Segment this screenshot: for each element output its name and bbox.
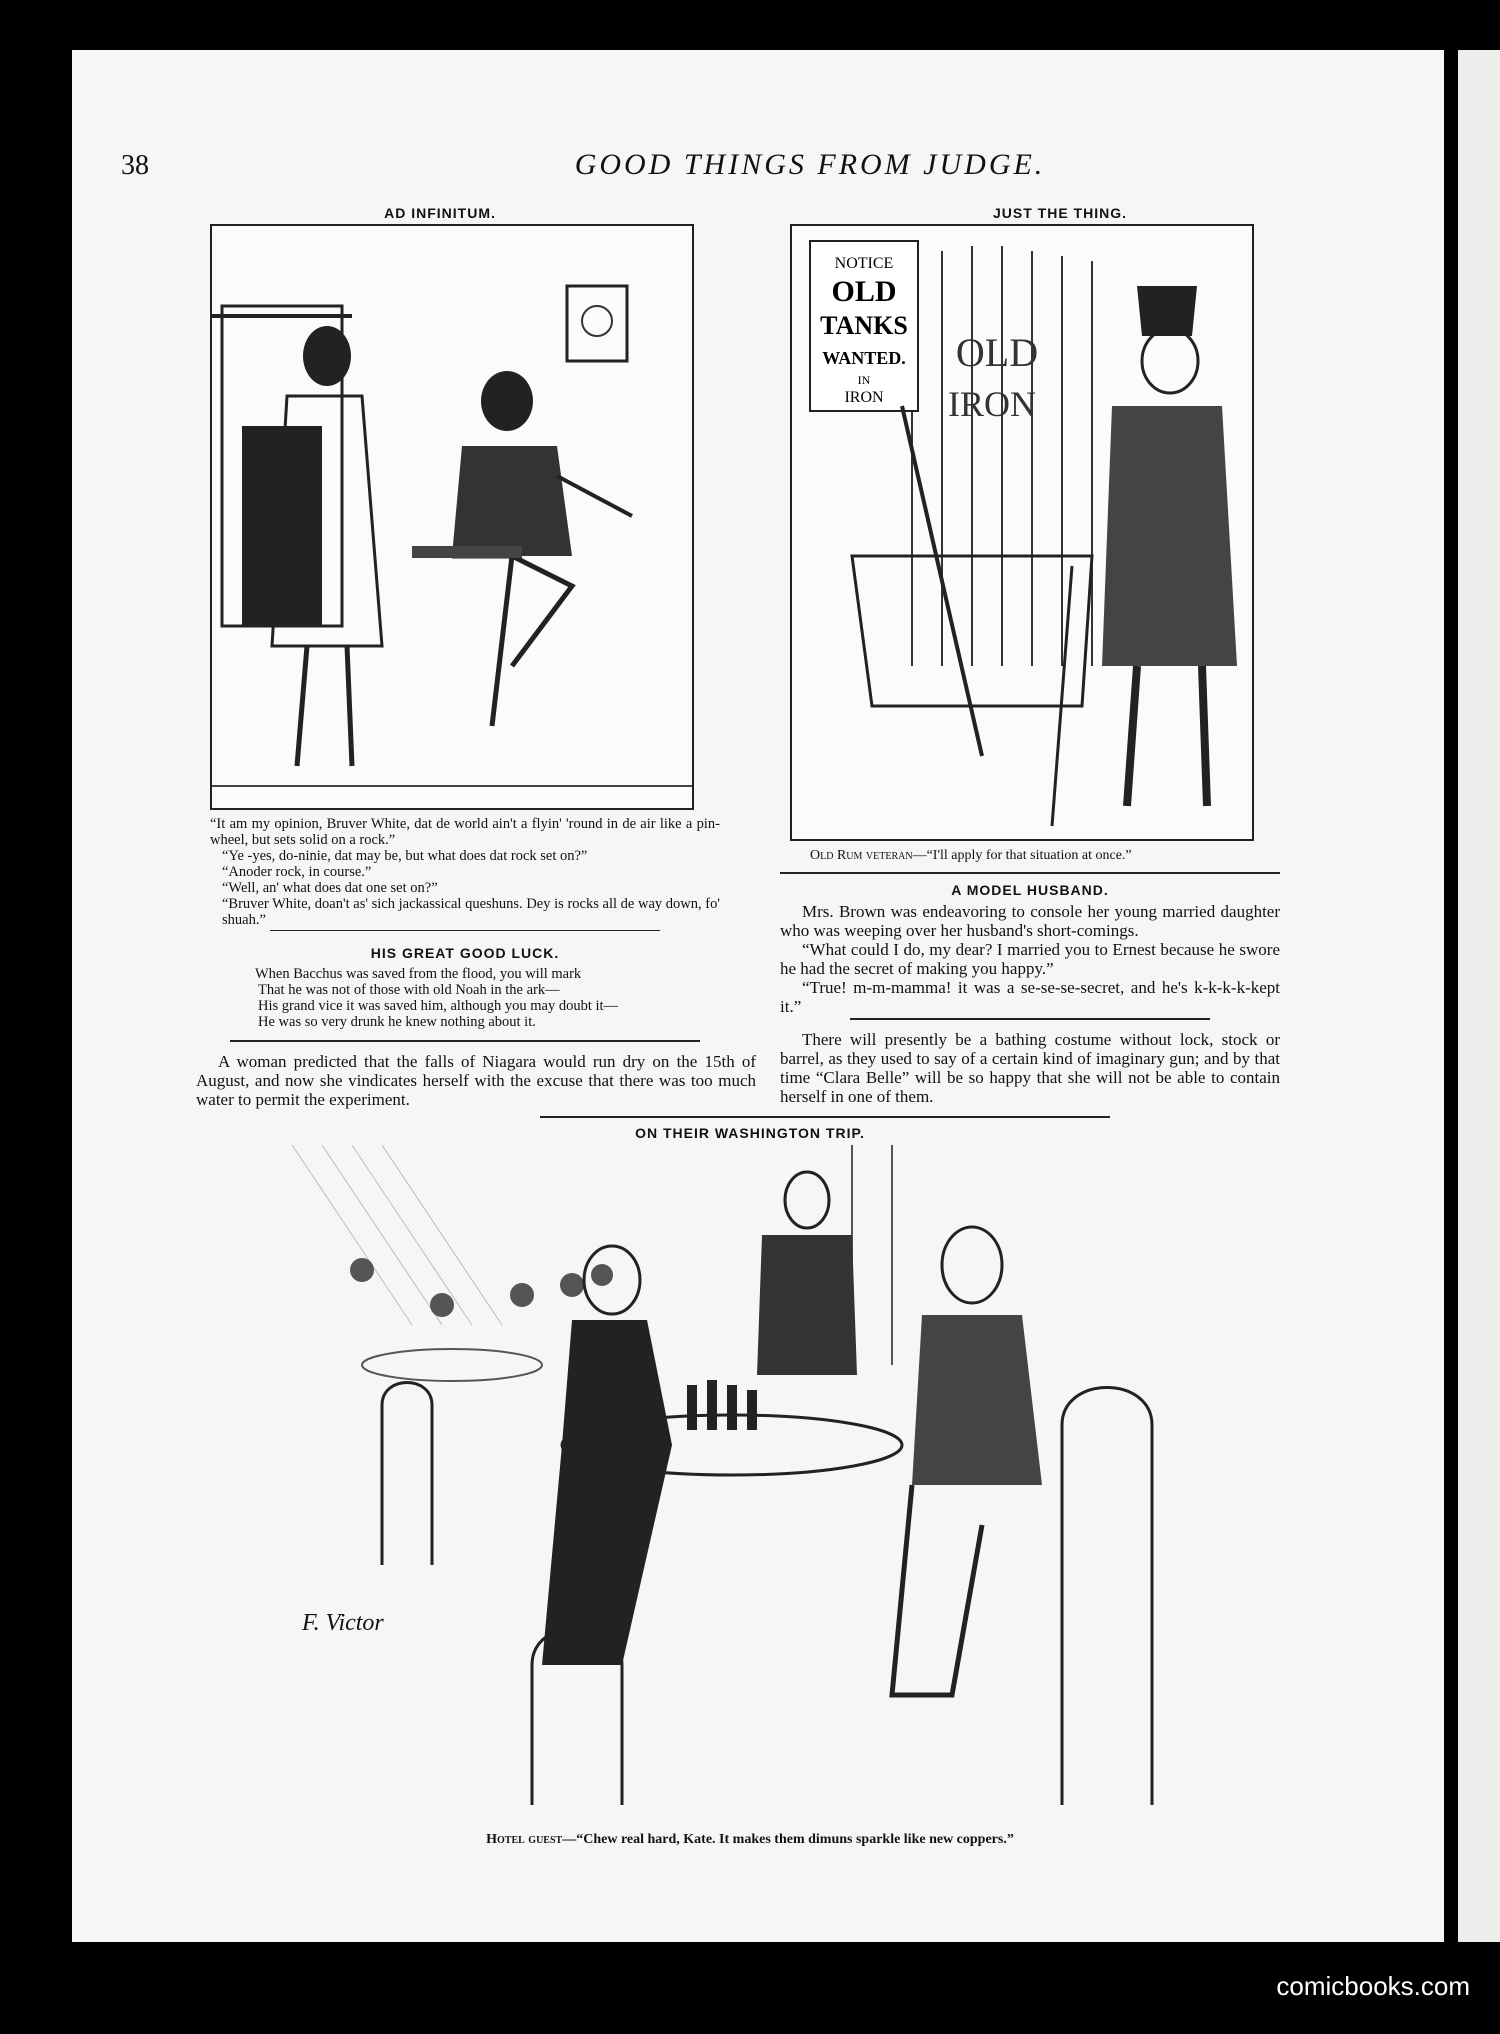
cartoon-title-just-the-thing: JUST THE THING. — [992, 205, 1127, 221]
section-rule — [230, 1040, 700, 1042]
fence-text: IRON — [948, 384, 1036, 424]
poem-line: His grand vice it was saved him, although you may doubt it— — [258, 998, 619, 1014]
niagara-paragraph — [196, 1052, 756, 1109]
sign-text: IRON — [844, 389, 884, 406]
cartoon-title-washington-trip: ON THEIR WASHINGTON TRIP. — [635, 1125, 865, 1141]
just-the-thing-caption — [810, 848, 1280, 864]
sign-text: WANTED. — [822, 348, 906, 368]
caption-text: —“Chew real hard, Kate. It makes them dimuns sparkle like new coppers.” — [562, 1832, 1014, 1847]
illustration-ad-infinitum — [210, 224, 694, 810]
dialogue-line: “Bruver White, doan't as' sich jackassical queshuns. Dey is rocks all de way down, fo' shuah.” — [222, 896, 720, 928]
sign-text: NOTICE — [834, 255, 894, 272]
sign-text: IN — [857, 373, 871, 387]
caption-speaker: Old Rum veteran — [810, 848, 913, 863]
ad-infinitum-dialogue — [210, 816, 720, 928]
dialogue-line: “Anoder rock, in course.” — [222, 864, 372, 880]
bathing-paragraph — [780, 1030, 1280, 1106]
model-husband-story — [780, 902, 1280, 1016]
caption-speaker: Hotel guest — [486, 1832, 563, 1847]
ad-infinitum-drawing — [212, 226, 692, 808]
washington-trip-drawing — [292, 1145, 1182, 1825]
paragraph: There will presently be a bathing costume without lock, stock or barrel, as they used to say of a certain kind of imaginary gun; and by that time “Clara Belle” will be so happy that she will not be able to contain herself in one of them. — [780, 1030, 1280, 1106]
paragraph: “What could I do, my dear? I married you to Ernest because he swore he had the secret of making you happy.” — [780, 940, 1280, 978]
illustration-washington-trip — [292, 1145, 1182, 1825]
sign-text: OLD — [831, 275, 897, 308]
dialogue-line: “It am my opinion, Bruver White, dat de world ain't a flyin' 'round in de air like a pin-wheel, but sets solid on a rock.” — [210, 816, 720, 848]
illustration-just-the-thing — [790, 224, 1254, 841]
section-rule — [780, 872, 1280, 874]
paragraph: “True! m-m-mamma! it was a se-se-se-secret, and he's k-k-k-k-kept it.” — [780, 978, 1280, 1016]
fence-text: OLD — [955, 330, 1039, 375]
artist-signature: F. Victor — [302, 1610, 384, 1636]
paragraph: A woman predicted that the falls of Niagara would run dry on the 15th of August, and now she vindicates herself with the excuse that there was too much water to permit the experiment. — [196, 1052, 756, 1109]
section-rule — [270, 930, 660, 931]
page-number: 38 — [121, 150, 149, 181]
dialogue-line: “Well, an' what does dat one set on?” — [222, 880, 438, 896]
poem-his-great-good-luck — [255, 966, 715, 1030]
poem-title: HIS GREAT GOOD LUCK. — [370, 945, 560, 961]
dialogue-line: “Ye -yes, do-ninie, dat may be, but what does dat rock set on?” — [222, 848, 588, 864]
watermark: comicbooks.com — [1276, 1971, 1470, 2001]
poem-line: That he was not of those with old Noah in the ark— — [258, 982, 560, 998]
section-rule — [540, 1116, 1110, 1118]
poem-line: He was so very drunk he knew nothing about it. — [258, 1014, 536, 1030]
section-rule — [850, 1018, 1210, 1020]
running-head: GOOD THINGS FROM JUDGE. — [574, 148, 1046, 181]
washington-trip-caption — [300, 1832, 1200, 1848]
facing-page-edge — [1458, 50, 1500, 1942]
just-the-thing-drawing — [792, 226, 1252, 839]
cartoon-title-ad-infinitum: AD INFINITUM. — [384, 205, 496, 221]
poem-line: When Bacchus was saved from the flood, you will mark — [255, 966, 582, 982]
caption-text: —“I'll apply for that situation at once.” — [912, 848, 1132, 863]
sign-text: TANKS — [820, 311, 908, 340]
model-husband-title: A MODEL HUSBAND. — [951, 882, 1109, 898]
paragraph: Mrs. Brown was endeavoring to console her young married daughter who was weeping over her husband's short-comings. — [780, 902, 1280, 940]
